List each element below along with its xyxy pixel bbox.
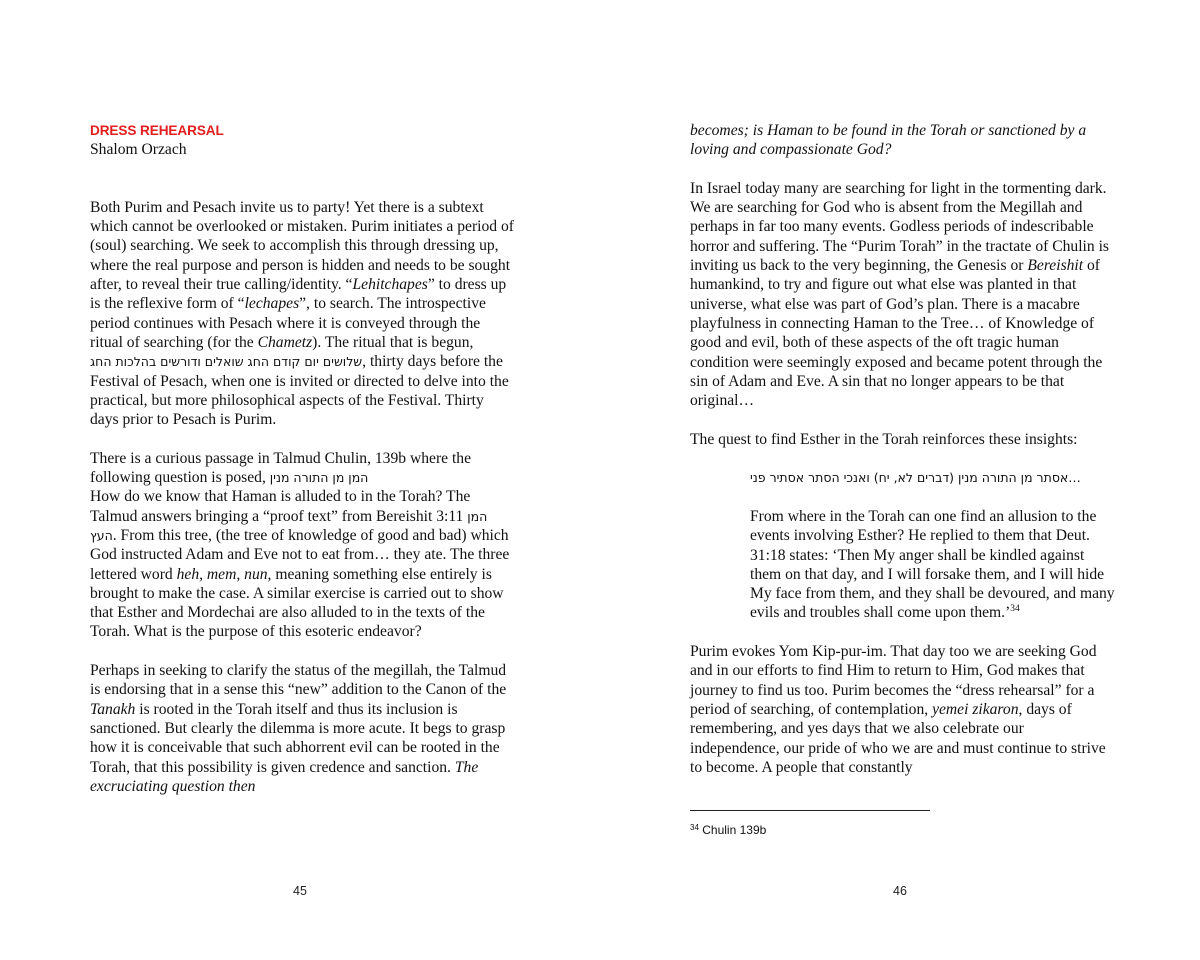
author-name: Shalom Orzach	[90, 141, 187, 158]
paragraph-continued: becomes; is Haman to be found in the Torah or sanctioned by a loving and compassionate God?	[690, 122, 1087, 159]
hebrew-phrase: המן מן התורה מנין	[269, 470, 369, 486]
footnote-divider	[690, 810, 930, 811]
footnote-text: Chulin 139b	[698, 823, 767, 837]
paragraph-2: There is a curious passage in Talmud Chulin, 139b where the following question is posed, המן מן התורה מנין How do we know that Haman is alluded to in the Torah? The Talmud answers bringing a “proof text” from Bereishit 3:11 המן העץ. From this tree, (the tree of knowledge of good and bad) which God instructed Adam and Eve not to eat from… they ate. The three lettered word heh, mem, nun, meaning something else entirely is brought to make the case. A similar exercise is carried out to show that Esther and Mordechai are also alluded to in the texts of the Torah. What is the purpose of this esoteric endeavor?	[90, 449, 510, 641]
footnote-number: 34	[690, 823, 699, 832]
paragraph-1: Both Purim and Pesach invite us to party! Yet there is a subtext which cannot be overlooked or mistaken. Purim initiates a period of (soul) searching. We seek to accomplish this through dressing up, where the real purpose and person is hidden and needs to be sought after, to reveal their true calling/identity. “Lehitchapes” to dress up is the reflexive form of “lechapes”, to search. The introspective period continues with Pesach where it is conveyed through the ritual of searching (for the Chametz). The ritual that is begun, שלושים יום קודם החג שואלים ודורשים בהלכות החג, thirty days before the Festival of Pesach, when one is invited or directed to delve into the practical, but more philosophical aspects of the Festival. Thirty days prior to Pesach is Purim.	[90, 198, 514, 429]
footnote-reference[interactable]: 34	[1010, 604, 1020, 615]
paragraph-3: Perhaps in seeking to clarify the status of the megillah, the Talmud is endorsing that in a sense this “new” addition to the Canon of the Tanakh is rooted in the Torah itself and thus its inclusion is sanctioned. But clearly the dilemma is more acute. It begs to grasp how it is conceivable that such abhorrent evil can be rooted in the Torah, that this possibility is given credence and sanction. The excruciating question then	[90, 662, 507, 795]
hebrew-quote: …אסתר מן התורה מנין (דברים לא, יח) ואנכי הסתר אסתיר פני	[750, 470, 1081, 486]
right-page	[600, 0, 1200, 960]
right-text-column	[690, 121, 1115, 777]
hebrew-phrase: המן העץ	[90, 508, 488, 543]
page-number: 46	[893, 884, 907, 898]
paragraph-6: Purim evokes Yom Kip-pur-im. That day too we are seeking God and in our efforts to find Him to return to Him, God makes that journey to find us too. Purim becomes the “dress rehearsal” for a period of searching, of contemplation, yemei zikaron, days of remembering, and yes days that we also celebrate our independence, our pride of who we are and must continue to strive to become. A people that constantly	[690, 643, 1106, 776]
paragraph-4: In Israel today many are searching for light in the tormenting dark. We are searching for God who is absent from the Megillah and perhaps in far too many events. Godless periods of indescribable horror and suffering. The “Purim Torah” in the tractate of Chulin is inviting us back to the very beginning, the Genesis or Bereishit of humankind, to try and figure out what else was planted in that universe, what else was part of God’s plan. There is a macabre playfulness in connecting Haman to the Tree… of Knowledge of good and evil, both of these aspects of the oft tragic human condition were seemingly exposed and became potent through the sin of Adam and Eve. A sin that no longer appears to be that original…	[690, 179, 1109, 410]
left-text-column	[90, 121, 515, 796]
hebrew-phrase: שלושים יום קודם החג שואלים ודורשים בהלכות החג	[90, 354, 363, 370]
paragraph-5: The quest to find Esther in the Torah reinforces these insights:	[690, 430, 1078, 448]
page-number: 45	[293, 884, 307, 898]
article-title: DRESS REHEARSAL	[90, 123, 224, 138]
footnote	[690, 823, 766, 837]
block-quote: From where in the Torah can one find an allusion to the events involving Esther? He replied to them that Deut. 31:18 states: ‘Then My anger shall be kindled against them on that day, and I will forsake them, and I will hide My face from them, and they shall be devoured, and many evils and troubles shall come upon them.’$^{34}$	[750, 507, 1115, 622]
